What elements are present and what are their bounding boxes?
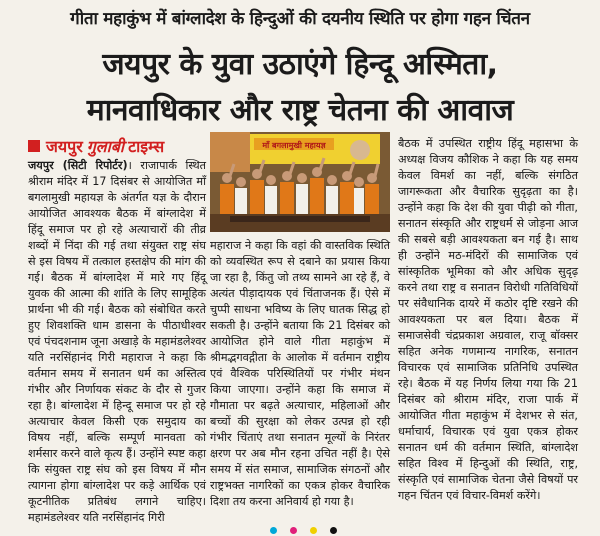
photo-banner-text: माँ बगलामुखी महायज्ञ bbox=[262, 141, 326, 150]
article-column-2 bbox=[210, 238, 390, 510]
kicker: गीता महाकुंभ में बांग्लादेश के हिन्दुओं की दयनीय स्थिति पर होगा गहन चिंतन bbox=[70, 9, 530, 29]
magenta-registration-dot bbox=[290, 527, 297, 534]
column-3-text: बैठक में उपस्थित राष्ट्रीय हिंदू महासभा के अध्यक्ष विजय कौशिक ने कहा कि यह समय केवल विमर्श का नहीं, बल्कि संगठित जागरूकता और वैचारिक सुदृढ़ता का है। उन्होंने कहा कि देश की युवा पीढ़ी को गीता, सनातन संस्कृति और राष्ट्रधर्म से जोड़ना आज की सबसे बड़ी आवश्यकता बन गई है। साथ ही उन्होंने मठ-मंदिरों की सामाजिक एवं सांस्कृतिक भूमिका को और अधिक सुदृढ़ करने तथा राष्ट्र व सनातन विरोधी गतिविधियों पर संवैधानिक दायरे में कठोर दृष्टि रखने की आवश्यकता पर बल दिया। बैठक में समाजसेवी चंद्रप्रकाश अग्रवाल, राजू बॉक्सर सहित अनेक गणमान्य नागरिक, सनातन विचारक एवं सामाजिक प्रतिनिधि उपस्थित रहे। बैठक में यह निर्णय लिया गया कि 21 दिसंबर को श्रीराम मंदिर, राजा पार्क में आयोजित गीता महाकुंभ में देशभर से संत, धर्माचार्य, विचारक एवं युवा एकत्र होकर सनातन धर्म की वर्तमान स्थिति, बांग्लादेश सहित विश्व में हिन्दुओं की स्थिति, राष्ट्र, संस्कृति एवं सामाजिक चेतना जैसे विषयों पर गहन चिंतन एवं विचार-विमर्श करेंगे। bbox=[398, 137, 578, 502]
black-registration-dot bbox=[330, 527, 337, 534]
photo-illustration bbox=[210, 132, 390, 232]
article-column-3 bbox=[398, 136, 578, 504]
masthead-part-3: टाइम्स bbox=[128, 137, 165, 156]
print-registration-bar bbox=[0, 524, 600, 536]
yellow-registration-dot bbox=[310, 527, 317, 534]
masthead-square-icon bbox=[28, 140, 40, 152]
column-2-text: महाराज ने कहा कि वहां की वास्तविक स्थिति को व्यवस्थित रूप से दबाने का प्रयास किया जा रहा है, किंतु जो तथ्य सामने आ रहे हैं, वे अत्यंत पीड़ादायक एवं चिंताजनक हैं। ऐसे में चुप्पी साधना भविष्य के लिए घातक सिद्ध हो सकती है। उन्होंने बताया कि 21 दिसंबर को आयोजित होने वाले गीता महाकुंभ में श्रीमद्भगवद्गीता के आलोक में वर्तमान राष्ट्रीय एवं वैश्विक परिस्थितियों पर गंभीर मंथन किया जाएगा। उन्होंने कहा कि समाज में गौमाता पर बढ़ते अत्याचार, महिलाओं और बच्चों की सुरक्षा को लेकर उत्पन्न हो रही गंभीर चिंताएं तथा सनातन मूल्यों के निरंतर क्षरण पर अब मौन रहना उचित नहीं है। ऐसे समय में संत समाज, सामाजिक संगठनों और राष्ट्रभक्त नागरिकों का एकत्र होकर वैचारिक दिशा तय करना अनिवार्य हो गया है। bbox=[210, 239, 390, 508]
column-1-text: । राजापार्क स्थित श्रीराम मंदिर में 17 दिसंबर से आयोजित माँ बगलामुखी महायज्ञ के अंतर्गत यज्ञ के दौरान आयोजित आवश्यक बैठक में बांग्लादेश में हिंदू समाज पर हो रहे अत्याचारों की तीव्र शब्दों में निंदा की गई तथा संयुक्त राष्ट्र संघ से इस विषय में तत्काल हस्तक्षेप की मांग की गई। बैठक में बांग्लादेश में मारे गए हिंदू युवक की आत्मा की शांति के लिए सामूहिक प्रार्थना भी की गई। बैठक को संबोधित करते हुए शिवशक्ति धाम डासना के पीठाधीश्वर एवं पंचदशनाम जूना अखाड़े के महामंडलेश्वर यति नरसिंहानंद गिरी महाराज ने कहा कि वर्तमान समय में सनातन धर्म का अस्तित्व गंभीर और निर्णायक संकट के दौर से गुजर रहा है। बांग्लादेश में हिन्दू समाज पर हो रहे अत्याचार केवल किसी एक समुदाय का विषय नहीं, बल्कि सम्पूर्ण मानवता को शर्मसार करने वाले कृत्य हैं। उन्होंने स्पष्ट कहा कि संयुक्त राष्ट्र संघ को इस विषय में मौन त्यागना होगा बांग्लादेश पर कड़े आर्थिक एवं कूटनीतिक प्रतिबंध लगाने चाहिए। महामंडलेश्वर यति नरसिंहानंद गिरी bbox=[28, 159, 207, 524]
news-photo bbox=[210, 132, 390, 232]
masthead bbox=[28, 136, 164, 156]
dateline: जयपुर (सिटी रिपोर्टर) bbox=[28, 159, 128, 172]
article-column-1 bbox=[28, 158, 206, 526]
masthead-part-2: गुलाबी bbox=[86, 137, 125, 156]
masthead-part-1: जयपुर bbox=[46, 137, 83, 156]
headline-line-1: जयपुर के युवा उठाएंगे हिन्दू अस्मिता, bbox=[102, 47, 498, 82]
headline-line-2: मानवाधिकार और राष्ट्र चेतना की आवाज bbox=[86, 93, 514, 128]
cyan-registration-dot bbox=[270, 527, 277, 534]
